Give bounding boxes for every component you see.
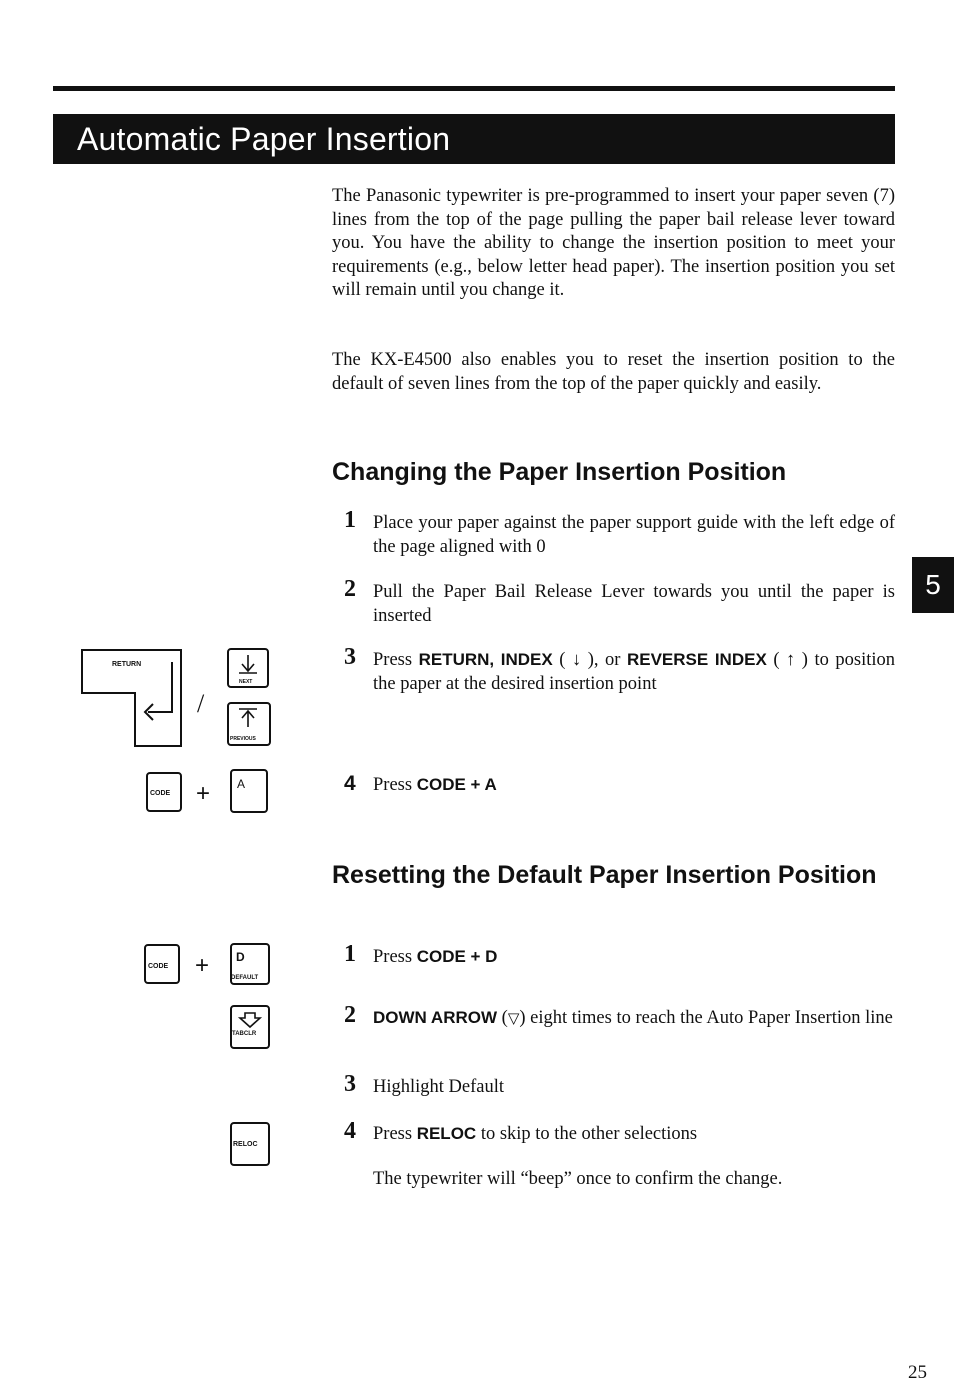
- a-key-label: A: [237, 777, 246, 791]
- code-key-icon: [147, 773, 181, 811]
- key-name-reverse-index: REVERSE INDEX: [626, 650, 767, 669]
- d-default-key-icon: [231, 944, 269, 984]
- down-arrow-icon: ▽: [507, 1009, 520, 1027]
- step-text: DOWN ARROW (▽) eight times to reach the Auto Paper Insertion line: [373, 1008, 893, 1028]
- previous-key-icon: [228, 703, 270, 745]
- tabclr-key-icon: [231, 1006, 269, 1048]
- key-name-reloc: RELOC: [416, 1124, 477, 1143]
- change-step-4: [344, 773, 895, 797]
- reloc-key-label: RELOC: [233, 1141, 258, 1148]
- section-heading-changing: Changing the Paper Insertion Position: [332, 458, 787, 486]
- reset-step-3: [344, 1071, 895, 1099]
- default-key-label: DEFAULT: [231, 975, 259, 981]
- change-step-3: [344, 644, 895, 696]
- reset-step-1: [344, 941, 895, 969]
- next-key-icon: [228, 649, 268, 687]
- return-key-label: RETURN: [112, 661, 142, 668]
- step-text: Pull the Paper Bail Release Lever towards you until the paper is inserted: [373, 582, 895, 626]
- plus-sign: +: [195, 952, 210, 979]
- reset-step-4: [344, 1118, 895, 1146]
- plus-sign: +: [196, 780, 211, 807]
- tabclr-key-label: TABCLR: [232, 1031, 257, 1037]
- step-number: 1: [344, 941, 356, 967]
- change-step-2: [344, 576, 895, 628]
- step-number: 2: [344, 1002, 356, 1028]
- or-slash: /: [197, 689, 205, 718]
- key-name-return-index: RETURN, INDEX: [418, 650, 553, 669]
- intro-paragraph-1: The Panasonic typewriter is pre-programmed to insert your paper seven (7) lines from the top of the page pulling the paper bail release lever toward you. You have the ability to change the insertion position to meet your requirements (e.g., below letter head paper). The insertion position you set will remain until you change it.: [332, 186, 895, 300]
- step-text: Highlight Default: [373, 1077, 505, 1097]
- code-key-label: CODE: [150, 790, 171, 797]
- page-number: 25: [908, 1362, 927, 1383]
- change-step-1: [344, 507, 895, 559]
- a-key-icon: [231, 770, 267, 812]
- code-key-label: CODE: [148, 963, 169, 970]
- step-text: Press CODE + D: [373, 947, 498, 967]
- step-number: 1: [344, 507, 356, 533]
- step-text: Press RELOC to skip to the other selections: [373, 1124, 698, 1144]
- page-title: Automatic Paper Insertion: [77, 121, 451, 157]
- key-combo-code-d: CODE + D: [416, 947, 498, 966]
- step-number: 4: [344, 1118, 356, 1144]
- reset-step-2: [344, 1002, 895, 1030]
- intro-paragraph-2: The KX-E4500 also enables you to reset the insertion position to the default of seven lines from the top of the paper quickly and easily.: [332, 350, 895, 394]
- code-key-icon: [145, 945, 179, 983]
- reloc-key-icon: [231, 1123, 269, 1165]
- key-illustrations: [0, 0, 330, 1200]
- step-number: 4: [344, 772, 356, 795]
- key-combo-code-a: CODE + A: [416, 775, 497, 794]
- step-number: 3: [344, 1071, 356, 1097]
- step-number: 3: [344, 644, 356, 670]
- step-number: 2: [344, 576, 356, 602]
- chapter-tab: 5: [912, 557, 954, 613]
- previous-key-label: PREVIOUS: [230, 736, 256, 742]
- next-key-label: NEXT: [239, 679, 253, 685]
- confirmation-note: The typewriter will “beep” once to confirm the change.: [373, 1169, 783, 1189]
- key-name-down-arrow: DOWN ARROW: [373, 1008, 498, 1027]
- step-text: Place your paper against the paper support guide with the left edge of the page aligned with 0: [373, 513, 895, 557]
- step-text: Press CODE + A: [373, 775, 497, 795]
- section-heading-resetting: Resetting the Default Paper Insertion Position: [332, 861, 877, 889]
- step-text: Press RETURN, INDEX ( ↓ ), or REVERSE INDEX ( ↑ ) to position the paper at the desired insertion point: [373, 650, 895, 694]
- return-key-icon: [82, 650, 181, 746]
- d-key-label: D: [236, 950, 245, 964]
